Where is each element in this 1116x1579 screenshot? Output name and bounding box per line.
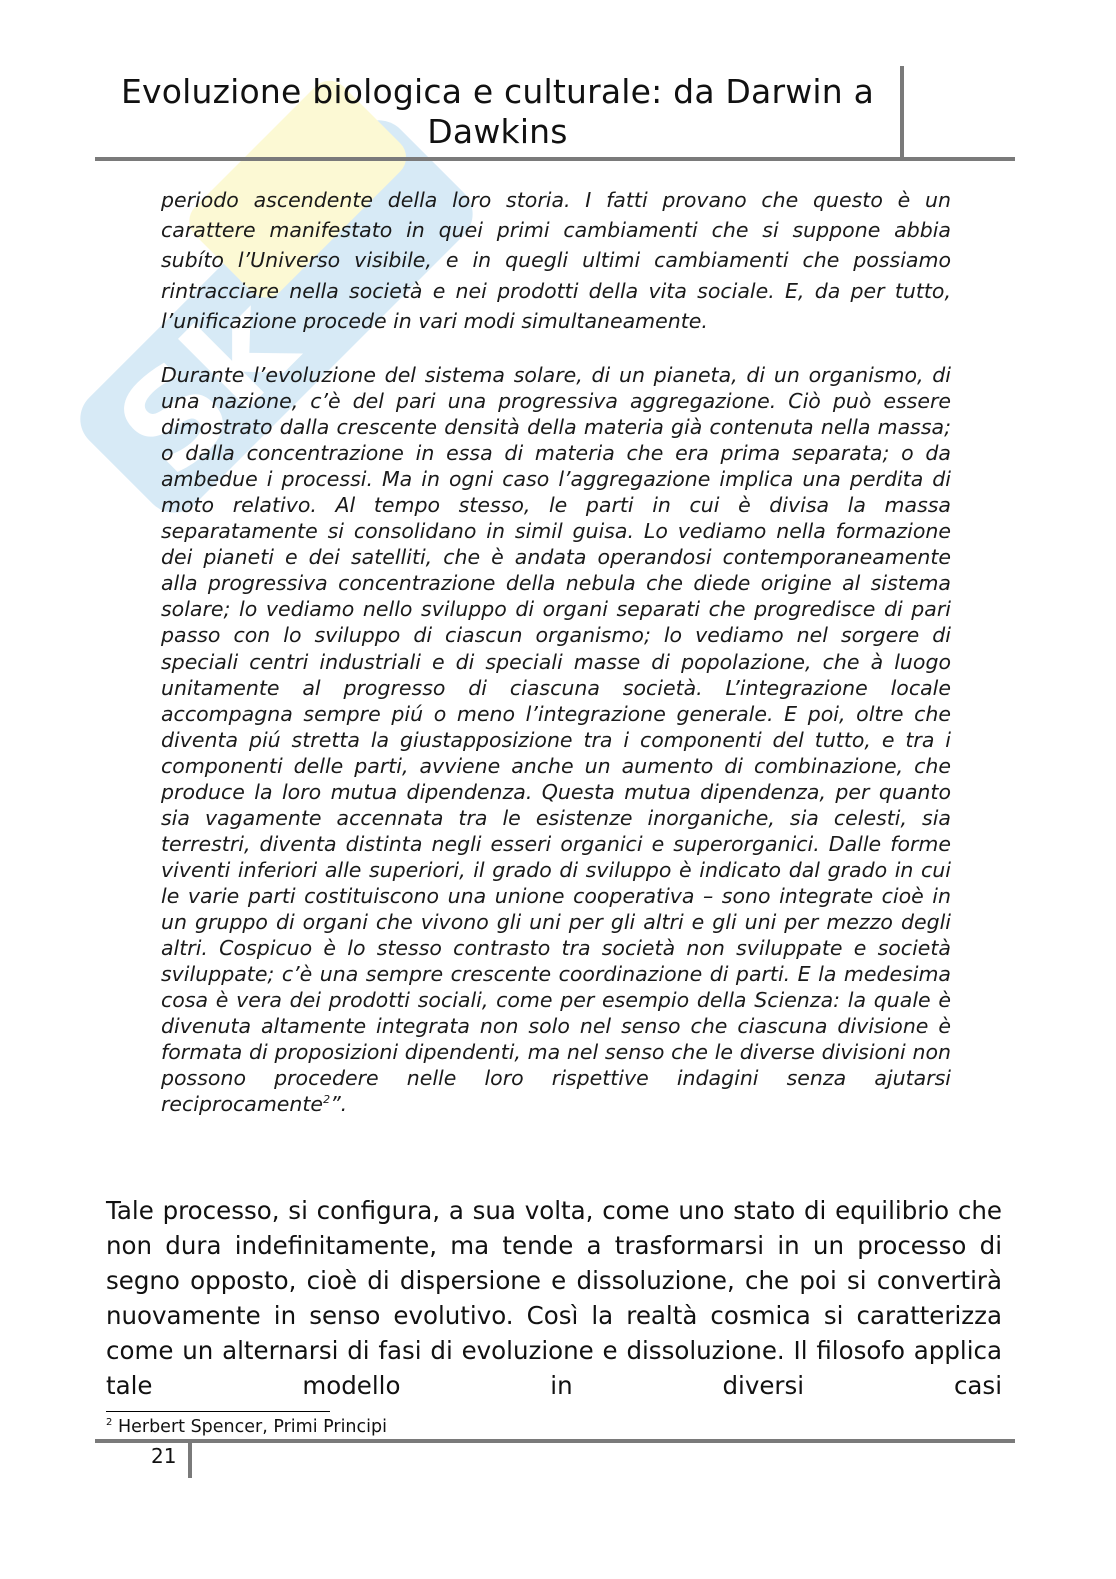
footer-divider-vertical	[188, 1443, 192, 1478]
quote-closing: ”.	[330, 1092, 348, 1117]
footnote-number: 2	[106, 1417, 113, 1429]
footnote-reference[interactable]: 2	[323, 1093, 331, 1107]
footnote-separator	[106, 1411, 330, 1412]
footnote	[106, 1416, 387, 1438]
quote-paragraph-1: periodo ascendente della loro storia. I fatti provano che questo è un carattere manifestato in quei primi cambiamenti che si suppone abbia subíto l’Universo visibile, e in quegli ultimi cambiamenti che possiamo rintracciare nella società e nei prodotti della vita sociale. E, da per tutto, l’unificazione procede in vari modi simultaneamente.	[161, 188, 951, 333]
footnote-text: Herbert Spencer, Primi Principi	[117, 1417, 387, 1437]
quote-paragraph-2-text: Durante l’evoluzione del sistema solare, di un pianeta, di un organismo, di una nazione, c’è del pari una progressiva aggregazione. Ciò può essere dimostrato dalla crescente densità della materia già contenuta nella massa; o dalla concentrazione in essa di materia che era prima separata; o da ambedue i processi. Ma in ogni caso l’aggregazione implica una perdita di moto relativo. Al tempo stesso, le parti in cui è divisa la massa separatamente si consolidano in simil guisa. Lo vediamo nella formazione dei pianeti e dei satelliti, che è andata operandosi contemporaneamente alla progressiva concentrazione della nebula che diede origine al sistema solare; lo vediamo nello sviluppo di organi separati che progredisce di pari passo con lo sviluppo di ciascun organismo; lo vediamo nel sorgere di speciali centri industriali e di speciali masse di popolazione, che à luogo unitamente al progresso di ciascuna società. L’integrazione locale accompagna sempre piú o meno l’integrazione generale. E poi, oltre che diventa piú stretta la giustapposizione tra i componenti del tutto, e tra i componenti delle parti, avviene anche un aumento di combinazione, che produce la loro mutua dipendenza. Questa mutua dipendenza, per quanto sia vagamente accennata tra le esistenze inorganiche, sia celesti, sia terrestri, diventa distinta negli esseri organici e superorganici. Dalle forme viventi inferiori alle superiori, il grado di sviluppo è indicato dal grado in cui le varie parti costituiscono una unione cooperativa – sono integrate cioè in un gruppo di organi che vivono gli uni per gli altri e gli uni per mezzo degli altri. Cospicuo è lo stesso contrasto tra società non sviluppate e società sviluppate; c’è una sempre crescente coordinazione di parti. E la medesima cosa è vera dei prodotti sociali, come per esempio della Scienza: la quale è divenuta altamente integrata non solo nel senso che ciascuna divisione è formata di proposizioni dipendenti, ma nel senso che le diverse divisioni non possono procedere nelle loro rispettive indagini senza ajutarsi reciprocamente	[161, 363, 951, 1117]
footer-rule	[95, 1439, 1015, 1443]
page-title: Evoluzione biologica e culturale: da Darwin a Dawkins	[120, 72, 875, 151]
header-rule	[95, 157, 1015, 161]
page-number: 21	[151, 1444, 177, 1468]
quote-block-1	[161, 185, 951, 336]
body-paragraph: Tale processo, si configura, a sua volta, come uno stato di equilibrio che non dura indefinitamente, ma tende a trasformarsi in un processo di segno opposto, cioè di dispersione e dissoluzione, che poi si convertirà nuovamente in senso evolutivo. Così la realtà cosmica si caratterizza come un alternarsi di fasi di evoluzione e dissoluzione. Il filosofo applica tale modello in diversi casi	[106, 1196, 1002, 1400]
svg-text:Sk: Sk	[88, 269, 324, 505]
header-divider-vertical	[900, 66, 904, 159]
quote-block-2	[161, 362, 951, 1117]
quote-paragraph-2	[161, 362, 951, 1117]
